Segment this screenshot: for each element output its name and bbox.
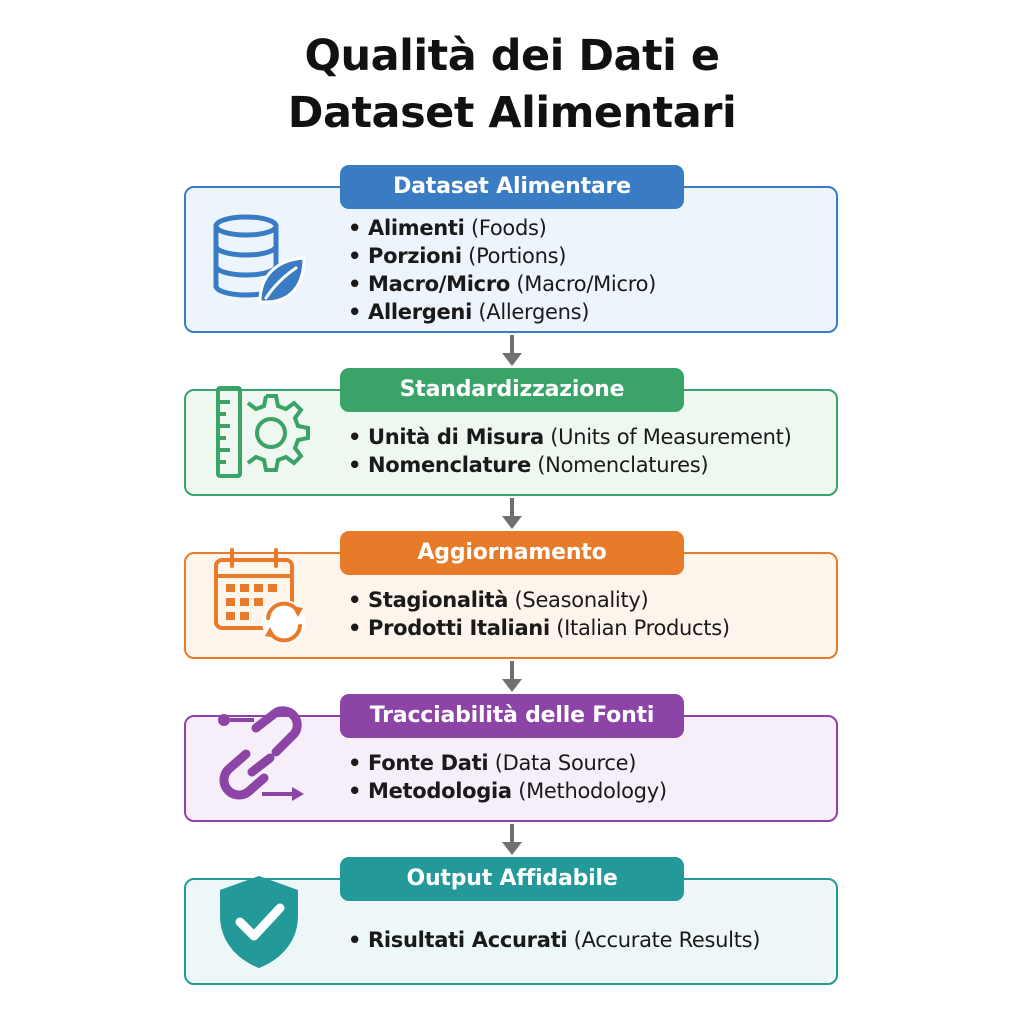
stage-items-update: [348, 586, 730, 642]
connector-arrow: [499, 824, 525, 857]
stage-header-output: Output Affidabile: [340, 857, 684, 901]
title-line-1: Qualità dei Dati e: [304, 31, 720, 81]
chain-link-arrow-icon: [206, 706, 316, 806]
stage-header-dataset: Dataset Alimentare: [340, 165, 684, 209]
list-item: • Stagionalità (Seasonality): [348, 588, 649, 612]
stage-header-trace: Tracciabilità delle Fonti: [340, 694, 684, 738]
connector-arrow: [499, 661, 525, 694]
stage-items-standard: [348, 423, 791, 479]
list-item: • Prodotti Italiani (Italian Products): [348, 616, 730, 640]
shield-check-icon: [206, 872, 316, 972]
connector-arrow: [499, 335, 525, 368]
stage-items-trace: [348, 749, 667, 805]
stage-header-standard: Standardizzazione: [340, 368, 684, 412]
list-item: • Metodologia (Methodology): [348, 779, 667, 803]
connector-arrow: [499, 498, 525, 531]
list-item: • Unità di Misura (Units of Measurement): [348, 425, 792, 449]
list-item: • Allergeni (Allergens): [348, 300, 590, 324]
stage-items-output: [348, 926, 760, 954]
list-item: • Nomenclature (Nomenclatures): [348, 453, 709, 477]
list-item: • Risultati Accurati (Accurate Results): [348, 928, 761, 952]
stage-header-update: Aggiornamento: [340, 531, 684, 575]
title-line-2: Dataset Alimentari: [287, 88, 737, 138]
list-item: • Porzioni (Portions): [348, 244, 567, 268]
list-item: • Fonte Dati (Data Source): [348, 751, 637, 775]
stage-items-dataset: [348, 214, 656, 326]
list-item: • Macro/Micro (Macro/Micro): [348, 272, 657, 296]
calendar-refresh-icon: [206, 546, 316, 646]
ruler-gear-icon: [206, 382, 316, 482]
database-leaf-icon: [206, 206, 316, 316]
list-item: • Alimenti (Foods): [348, 216, 547, 240]
